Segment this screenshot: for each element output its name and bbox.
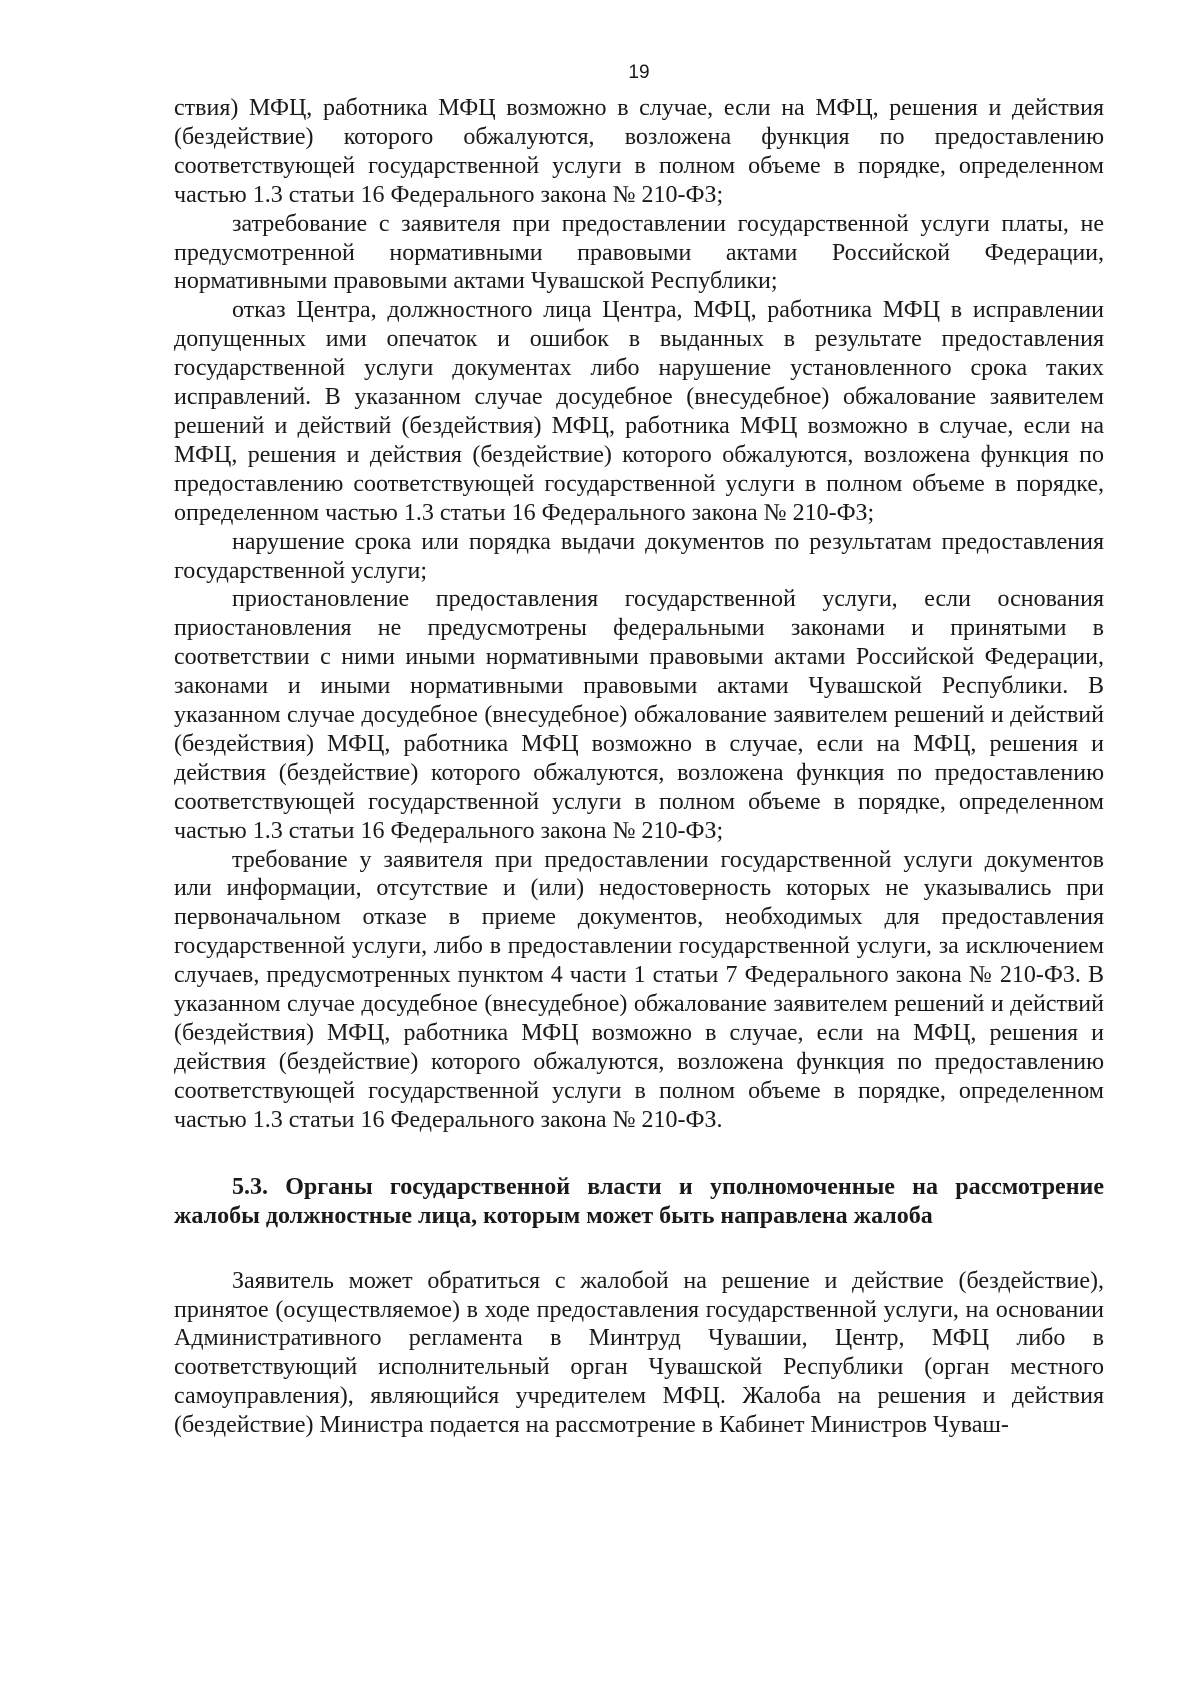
- paragraph-suspension: приостановление предоставления государственной услуги, если основания приостановления не предусмотрены федеральными законами и принятыми в соответствии с ними иными нормативными правовыми актами Российской Федерации, законами и иными нормативными правовыми актами Чувашской Республики. В указанном случае досудебное (внесудебное) обжалование заявителем решений и действий (бездействия) МФЦ, работника МФЦ возможно в случае, если на МФЦ, решения и действия (бездействие) которого обжалуются, возложена функция по предоставлению соответствующей государственной услуги в полном объеме в порядке, определенном частью 1.3 статьи 16 Федерального закона № 210-ФЗ;: [174, 586, 1104, 844]
- paragraph-refusal-correction: отказ Центра, должностного лица Центра, МФЦ, работника МФЦ в исправлении допущенных ими опечаток и ошибок в выданных в результате предоставления государственной услуги документах либо нарушение установленного срока таких исправлений. В указанном случае досудебное (внесудебное) обжалование заявителем решений и действий (бездействия) МФЦ, работника МФЦ возможно в случае, если на МФЦ, решения и действия (бездействие) которого обжалуются, возложена функция по предоставлению соответствующей государственной услуги в полном объеме в порядке, определенном частью 1.3 статьи 16 Федерального закона № 210-ФЗ;: [174, 297, 1104, 526]
- paragraph-continuation: ствия) МФЦ, работника МФЦ возможно в случае, если на МФЦ, решения и действия (бездействие) которого обжалуются, возложена функция по предоставлению соответствующей государственной услуги в полном объеме в порядке, определенном частью 1.3 статьи 16 Федерального закона № 210-ФЗ;: [174, 95, 1104, 208]
- document-page: [174, 62, 1104, 1440]
- paragraph-document-requirement: требование у заявителя при предоставлении государственной услуги документов или информации, отсутствие и (или) недостоверность которых не указывались при первоначальном отказе в приеме документов, необходимых для предоставления государственной услуги, либо в предоставлении государственной услуги, за исключением случаев, предусмотренных пунктом 4 части 1 статьи 7 Федерального закона № 210-ФЗ. В указанном случае досудебное (внесудебное) обжалование заявителем решений и действий (бездействия) МФЦ, работника МФЦ возможно в случае, если на МФЦ, решения и действия (бездействие) которого обжалуются, возложена функция по предоставлению соответствующей государственной услуги в полном объеме в порядке, определенном частью 1.3 статьи 16 Федерального закона № 210-ФЗ.: [174, 846, 1104, 1133]
- paragraph-complaint-filing: Заявитель может обратиться с жалобой на решение и действие (бездействие), принятое (осуществляемое) в ходе предоставления государственной услуги, на основании Административного регламента в Минтруд Чувашии, Центр, МФЦ либо в соответствующий исполнительный орган Чувашской Республики (орган местного самоуправления), являющийся учредителем МФЦ. Жалоба на решения и действия (бездействие) Министра подается на рассмотрение в Кабинет Министров Чуваш-: [174, 1267, 1104, 1439]
- section-heading-5-3: 5.3. Органы государственной власти и уполномоченные на рассмотрение жалобы должностные лица, которым может быть направлена жалоба: [174, 1173, 1104, 1229]
- paragraph-fee-demand: затребование с заявителя при предоставлении государственной услуги платы, не предусмотренной нормативными правовыми актами Российской Федерации, нормативными правовыми актами Чувашской Республики;: [174, 210, 1104, 295]
- page-number: 19: [628, 62, 650, 83]
- paragraph-issuance-violation: нарушение срока или порядка выдачи документов по результатам предоставления государственной услуги;: [174, 528, 1104, 584]
